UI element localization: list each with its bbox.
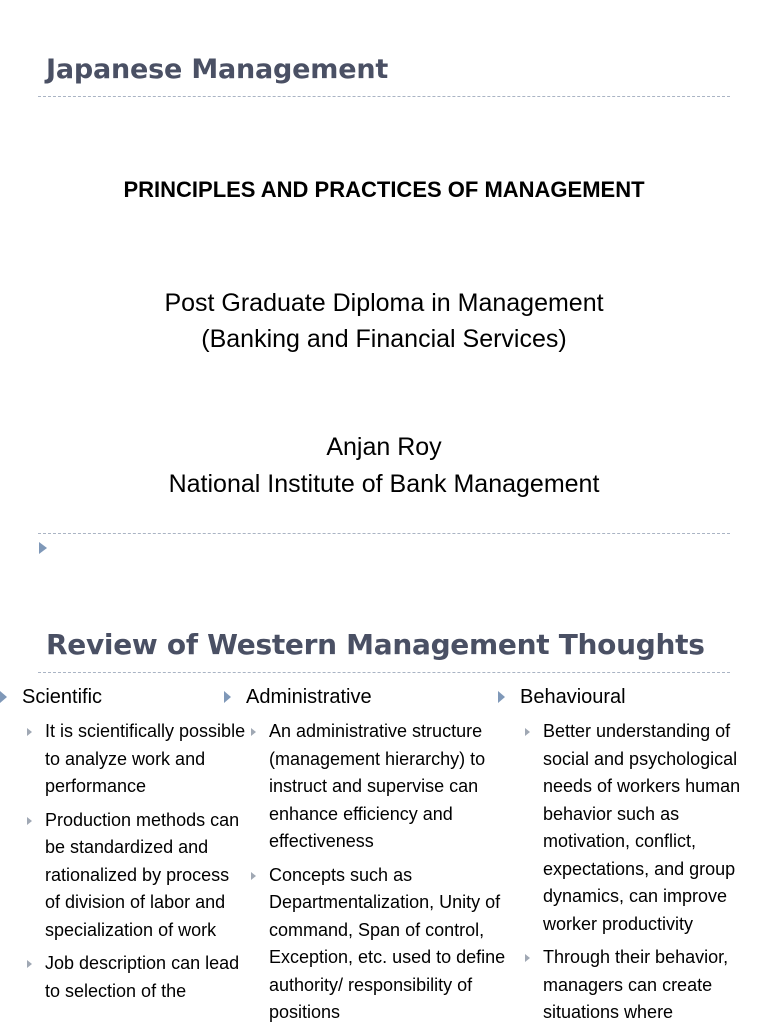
sub-bullet-icon	[251, 872, 256, 880]
list-item	[23, 950, 248, 1005]
column-heading-text: Administrative	[246, 686, 372, 708]
bullet-arrow-icon	[498, 691, 505, 703]
bullet-list	[521, 718, 768, 1024]
list-item	[247, 718, 525, 856]
title-divider	[38, 96, 730, 97]
list-item-text: Better understanding of social and psychological needs of workers human behavior such as motivation, conflict, expectations, and group dynamics, can improve worker productivity	[543, 721, 741, 934]
list-item	[23, 718, 248, 801]
column-heading-text: Scientific	[22, 686, 103, 708]
column-administrative	[224, 684, 524, 1024]
course-title: PRINCIPLES AND PRACTICES OF MANAGEMENT	[123, 177, 645, 202]
slide-title-2: Review of Western Management Thoughts	[46, 628, 705, 661]
sub-bullet-icon	[251, 728, 256, 736]
program-line-1: Post Graduate Diploma in Management	[164, 289, 604, 317]
bullet-arrow-icon	[224, 691, 231, 703]
column-heading-text: Behavioural	[520, 686, 626, 708]
column-heading	[0, 684, 248, 710]
slide-title: Japanese Management	[46, 54, 389, 85]
column-scientific	[0, 684, 248, 1011]
bullet-list	[23, 718, 248, 1005]
title-divider-2	[38, 672, 730, 673]
author-block	[0, 429, 768, 503]
list-item-text: Job description can lead to selection of the	[45, 953, 240, 1001]
sub-bullet-icon	[525, 954, 530, 962]
sub-bullet-icon	[27, 960, 32, 968]
list-item-text: Concepts such as Departmentalization, Unity of command, Span of control, Exception, etc. used to define authority/ responsibility of positions	[269, 864, 506, 1022]
bullet-arrow-icon	[0, 691, 7, 703]
column-heading	[224, 684, 524, 710]
list-item	[521, 718, 768, 938]
author-institution: National Institute of Bank Management	[168, 470, 600, 498]
list-item-text: Production methods can be standardized and rationalized by process of division of labor and specialization of work	[45, 809, 240, 940]
column-heading	[498, 684, 768, 710]
column-behavioural	[498, 684, 768, 1024]
footer-divider	[38, 533, 730, 534]
sub-bullet-icon	[27, 728, 32, 736]
bullet-list	[247, 718, 525, 1024]
empty-bullet-icon	[39, 542, 47, 554]
list-item-text: It is scientifically possible to analyze work and performance	[45, 721, 246, 796]
list-item	[23, 807, 248, 945]
sub-bullet-icon	[525, 728, 530, 736]
sub-bullet-icon	[27, 817, 32, 825]
list-item-text: Through their behavior, managers can create situations where	[543, 947, 729, 1022]
program-line-2: (Banking and Financial Services)	[201, 325, 567, 353]
list-item	[521, 944, 768, 1024]
list-item	[247, 862, 525, 1024]
program-block	[0, 285, 768, 357]
author-name: Anjan Roy	[326, 433, 442, 461]
list-item-text: An administrative structure (management hierarchy) to instruct and supervise can enhance efficiency and effectiveness	[269, 721, 486, 851]
